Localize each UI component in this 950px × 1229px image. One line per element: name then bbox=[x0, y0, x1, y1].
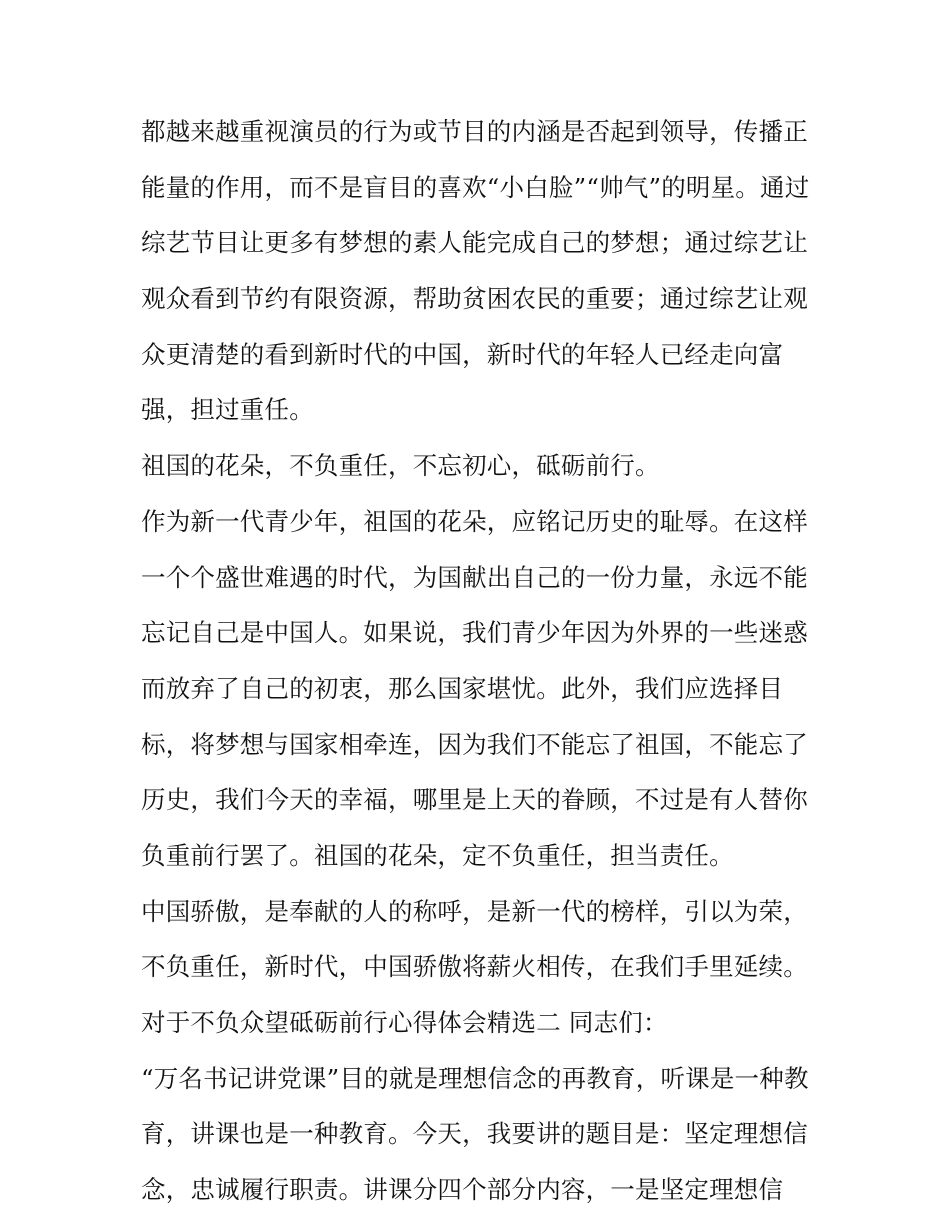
text-line: 作为新一代青少年，祖国的花朵，应铭记历史的耻辱。在这样 bbox=[141, 506, 808, 536]
text-line: 综艺节目让更多有梦想的素人能完成自己的梦想；通过综艺让 bbox=[141, 228, 808, 258]
text-line: “万名书记讲党课”目的就是理想信念的再教育，听课是一种教 bbox=[141, 1063, 809, 1093]
text-line: 观众看到节约有限资源，帮助贫困农民的重要；通过综艺让观 bbox=[141, 284, 808, 314]
text-line: 不负重任，新时代，中国骄傲将薪火相传，在我们手里延续。 bbox=[141, 952, 808, 982]
section-heading-line: 对于不负众望砥砺前行心得体会精选二 同志们： bbox=[141, 1008, 668, 1037]
text-line: 众更清楚的看到新时代的中国，新时代的年轻人已经走向富 bbox=[141, 339, 784, 369]
text-line: 能量的作用，而不是盲目的喜欢“小白脸”“帅气”的明星。通过 bbox=[141, 172, 810, 202]
text-line: 标，将梦想与国家相牵连，因为我们不能忘了祖国，不能忘了 bbox=[141, 729, 808, 759]
text-line: 强，担过重任。 bbox=[141, 395, 314, 425]
text-line: 祖国的花朵，不负重任，不忘初心，砥砺前行。 bbox=[141, 451, 660, 481]
text-line: 一个个盛世难遇的时代，为国献出自己的一份力量，永远不能 bbox=[141, 562, 808, 592]
text-line: 而放弃了自己的初衷，那么国家堪忧。此外，我们应选择目 bbox=[141, 673, 784, 703]
text-line: 都越来越重视演员的行为或节目的内涵是否起到领导，传播正 bbox=[141, 117, 808, 146]
text-line: 念，忠诚履行职责。讲课分四个部分内容，一是坚定理想信 bbox=[141, 1175, 784, 1205]
text-line: 历史，我们今天的幸福，哪里是上天的眷顾，不过是有人替你 bbox=[141, 785, 808, 815]
document-body bbox=[141, 104, 831, 1218]
text-line: 负重前行罢了。祖国的花朵，定不负重任，担当责任。 bbox=[141, 840, 734, 870]
text-line: 育，讲课也是一种教育。今天，我要讲的题目是：坚定理想信 bbox=[141, 1119, 808, 1149]
text-line: 中国骄傲，是奉献的人的称呼，是新一代的榜样，引以为荣， bbox=[141, 896, 808, 926]
text-line: 忘记自己是中国人。如果说，我们青少年因为外界的一些迷惑 bbox=[141, 618, 808, 648]
